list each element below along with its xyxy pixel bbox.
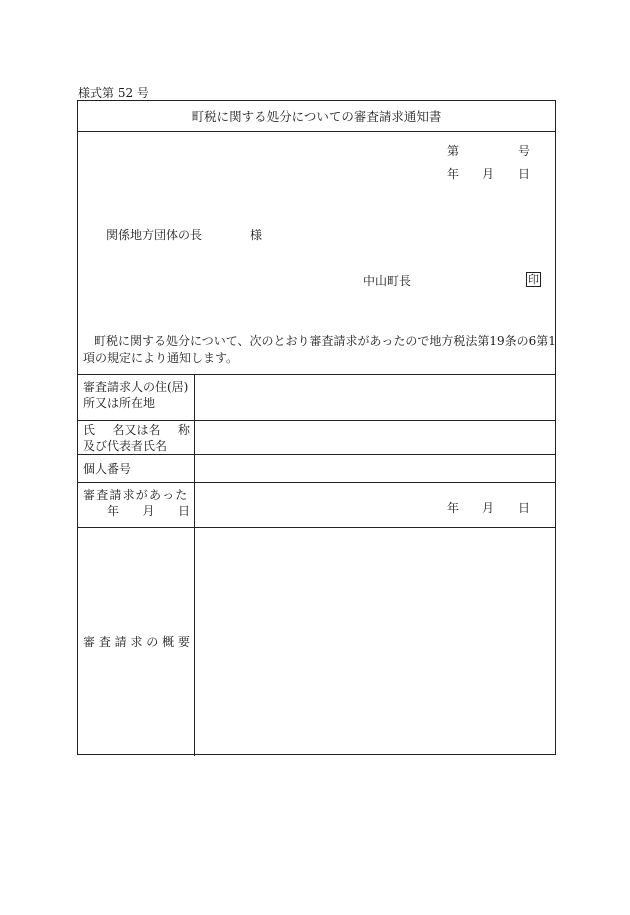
sender-name: 中山町長 <box>363 274 412 288</box>
honorific: 様 <box>250 228 263 242</box>
personal-number-row <box>78 455 555 483</box>
name-label: 氏 名又は名 称 及び代表者氏名 <box>78 421 195 454</box>
year-label: 年 <box>447 167 460 181</box>
request-date-value[interactable]: 年 月 日 <box>447 501 531 515</box>
notice-form <box>77 100 556 755</box>
body-text-line2: 項の規定により通知します。 <box>83 351 239 365</box>
body-text-line1: 町税に関する処分について、次のとおり審査請求があったので地方税法第19条の6第1 <box>94 334 556 348</box>
summary-row <box>78 528 555 756</box>
addressee: 関係地方団体の長 <box>106 228 203 242</box>
form-number: 様式第 52 号 <box>78 86 149 100</box>
personal-number-value[interactable] <box>195 455 555 482</box>
request-date-label: 審査請求があった 年 月 日 <box>78 483 195 527</box>
name-row <box>78 421 555 455</box>
name-value[interactable] <box>195 421 555 454</box>
month-label: 月 <box>482 167 495 181</box>
go-label: 号 <box>518 144 531 158</box>
form-title: 町税に関する処分についての審査請求通知書 <box>78 101 555 132</box>
day-label: 日 <box>518 167 531 181</box>
personal-number-label: 個人番号 <box>78 455 195 482</box>
summary-label: 審 査 請 求 の 概 要 <box>78 528 195 756</box>
request-date-row <box>78 483 555 528</box>
seal-mark: 印 <box>528 273 539 286</box>
summary-value[interactable] <box>195 528 555 756</box>
address-row <box>78 375 555 421</box>
address-value[interactable] <box>195 375 555 420</box>
header-block <box>78 132 555 375</box>
address-label: 審査請求人の住(居) 所又は所在地 <box>78 375 195 420</box>
dai-label: 第 <box>447 144 460 158</box>
